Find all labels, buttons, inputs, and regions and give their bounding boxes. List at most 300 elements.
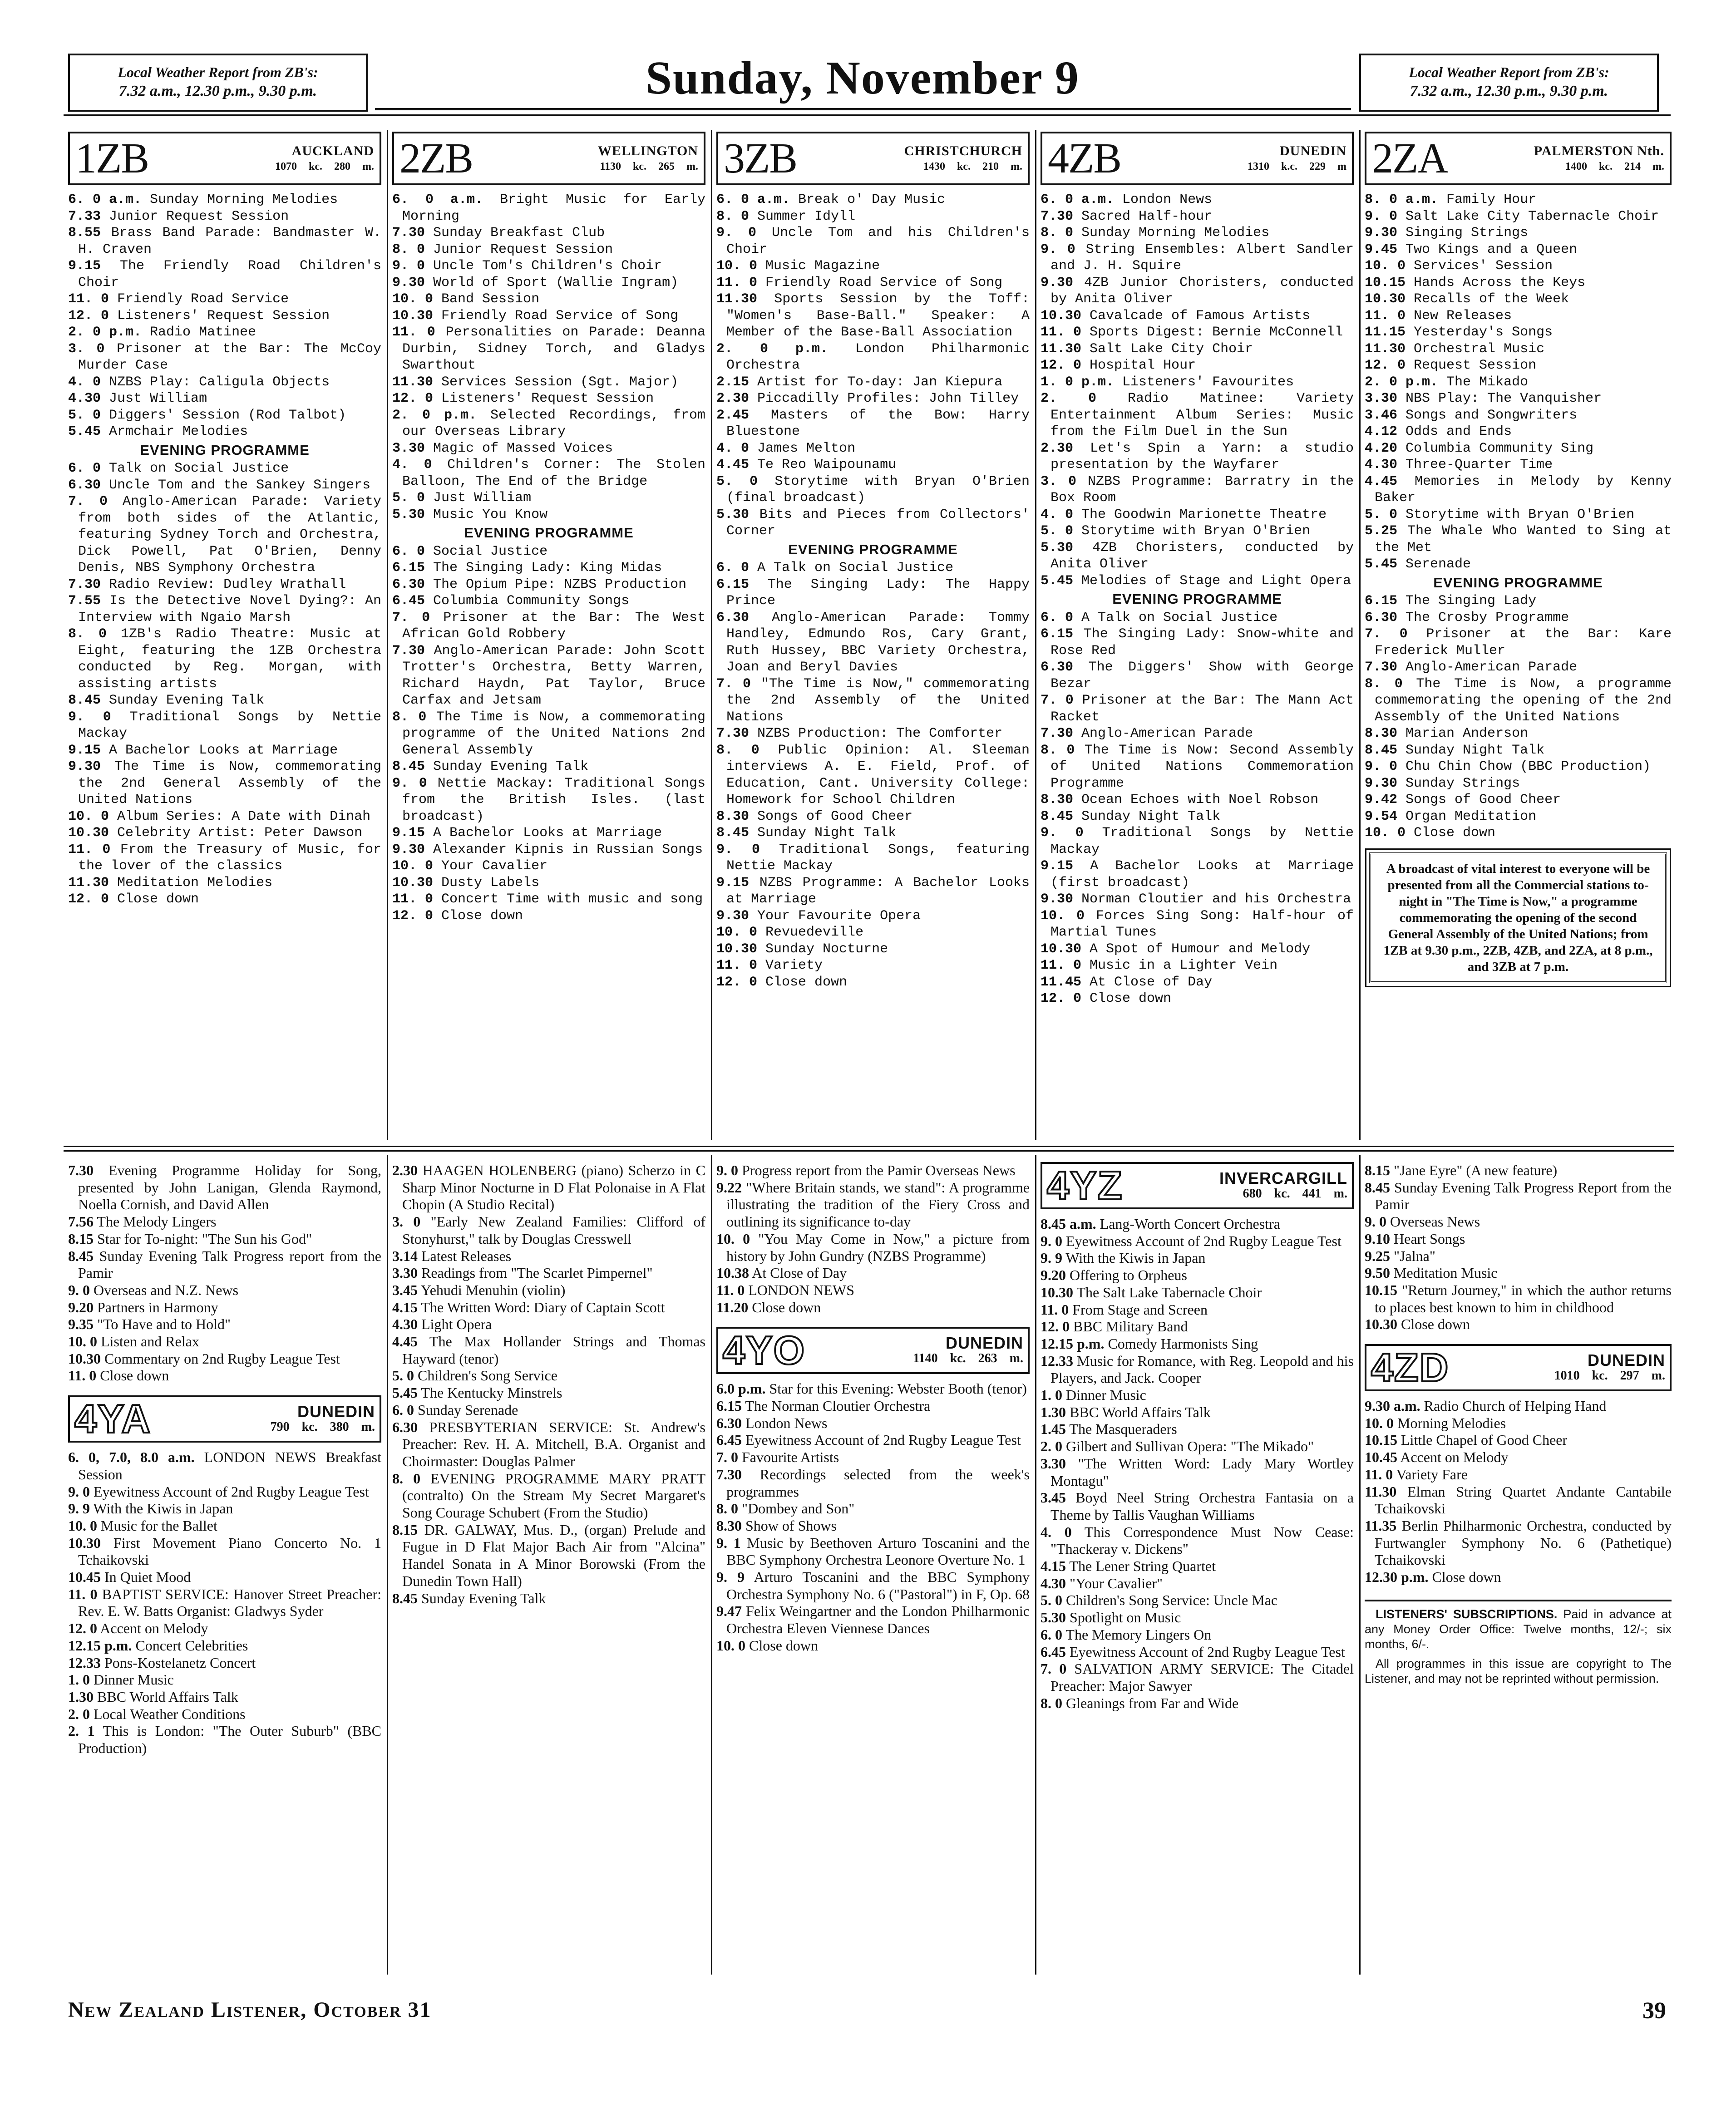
column-divider	[711, 130, 712, 1140]
programme-time: 11. 0	[1365, 308, 1406, 324]
station-freq-2za: 1400 kc. 214 m.	[1565, 161, 1664, 172]
programme-entry	[392, 457, 705, 490]
programme-time: 8. 0	[1041, 742, 1075, 758]
programme-title: 1ZB's Radio Theatre: Music at Eight, featuring the 1ZB Orchestra conducted by Reg. Morgan, with assisting artists	[78, 626, 381, 692]
programme-title: Sunday Morning Melodies	[150, 192, 338, 207]
programme-time: 11. 0	[1041, 325, 1082, 340]
programme-entry	[1041, 324, 1354, 341]
programme-title: A Bachelor Looks at Marriage (first broadcast)	[1050, 858, 1354, 891]
programme-entry	[392, 374, 705, 391]
programme-time: 8.55	[68, 225, 101, 241]
column-1zb	[68, 132, 381, 1139]
programme-entry	[68, 1299, 381, 1316]
programme-title: Sunday Nocturne	[765, 941, 888, 957]
programme-title: Bits and Pieces from Collectors' Corner	[726, 507, 1030, 539]
programme-time: 11. 0	[1041, 958, 1082, 973]
programme-time: 3. 0	[392, 1213, 421, 1230]
programme-entry	[716, 341, 1030, 374]
programme-time: 4.30	[1041, 1575, 1066, 1591]
programme-time: 8.45	[68, 693, 101, 708]
programme-time: 9.47	[716, 1603, 742, 1620]
programme-list-4yz-late	[1365, 1162, 1672, 1333]
programme-entry	[392, 324, 705, 374]
programme-title: Children's Song Service	[418, 1367, 557, 1384]
programme-title: Boyd Neel String Orchestra Fantasia on a Theme by Tallis Vaughan Williams	[1050, 1489, 1354, 1523]
programme-entry	[1365, 792, 1672, 808]
programme-time: 3.30	[1365, 391, 1398, 406]
programme-time: 8. 0 a.m.	[1365, 192, 1439, 207]
programme-entry	[1041, 1216, 1354, 1233]
programme-title: Your Cavalier	[441, 858, 548, 874]
station-freq-4zb: 1310 k.c. 229 m	[1248, 161, 1346, 172]
programme-time: 9.30	[1365, 775, 1398, 791]
programme-title: Music for the Ballet	[101, 1517, 217, 1534]
programme-list-4ya-evening	[68, 1162, 381, 1384]
programme-title: Friendly Road Service of Song	[441, 308, 679, 324]
programme-entry	[1041, 573, 1354, 590]
programme-time: 12. 0	[392, 391, 434, 406]
station-call-4yo: 4YO	[723, 1328, 806, 1373]
programme-time: 6.45	[392, 593, 425, 609]
programme-time: 6. 0 a.m.	[68, 192, 142, 207]
programme-time: 6.30	[1041, 660, 1074, 675]
programme-entry	[1041, 1404, 1354, 1421]
programme-time: 12. 0	[1041, 358, 1082, 373]
programme-title: Magic of Massed Voices	[433, 440, 613, 456]
programme-time: 5.30	[1041, 1609, 1066, 1626]
programme-time: 10.30	[392, 308, 434, 324]
programme-time: 6.15	[392, 560, 425, 576]
programme-title: World of Sport (Wallie Ingram)	[433, 275, 679, 291]
programme-entry	[68, 460, 381, 477]
programme-entry	[392, 241, 705, 258]
programme-time: 8.15	[68, 1230, 94, 1247]
station-header-4zd	[1365, 1344, 1672, 1391]
programme-title: Songs of Good Cheer	[1406, 792, 1561, 808]
programme-entry	[1365, 1265, 1672, 1282]
programme-entry	[1041, 341, 1354, 358]
programme-entry	[1365, 659, 1672, 676]
programme-title: EVENING PROGRAMME MARY PRATT (contralto) On the Stream My Secret Margaret's Song Courage Schubert (From the Studio)	[402, 1470, 706, 1521]
programme-time: 11.15	[1365, 325, 1406, 340]
programme-title: The Masqueraders	[1069, 1421, 1177, 1438]
programme-title: A Bachelor Looks at Marriage	[433, 825, 662, 841]
programme-title: Close down	[1401, 1316, 1470, 1333]
programme-title: Traditional Songs, featuring Nettie Mackay	[726, 842, 1030, 874]
programme-title: Heart Songs	[1394, 1230, 1465, 1247]
programme-entry	[716, 440, 1030, 457]
programme-time: 9.22	[716, 1179, 742, 1196]
programme-entry	[1041, 1353, 1354, 1387]
programme-title: Sunday Serenade	[418, 1401, 518, 1418]
programme-title: Commentary on 2nd Rugby League Test	[104, 1350, 340, 1367]
programme-title: Personalities on Parade: Deanna Durbin, Sidney Torch, and Gladys Swarthout	[402, 325, 705, 373]
programme-time: 10. 0	[1365, 258, 1406, 274]
programme-time: 2. 1	[68, 1723, 95, 1739]
programme-list-2zb	[392, 192, 705, 924]
programme-title: 4ZB Junior Choristers, conducted by Anita Oliver	[1050, 275, 1354, 307]
programme-title: From the Treasury of Music, for the lover of the classics	[78, 842, 382, 874]
programme-entry	[68, 1282, 381, 1299]
programme-time: 9.15	[68, 742, 101, 758]
programme-entry	[716, 407, 1030, 440]
programme-time: 9. 0	[1365, 759, 1398, 774]
programme-entry	[1041, 1438, 1354, 1455]
programme-title: Show of Shows	[745, 1517, 837, 1534]
programme-title: "To Have and to Hold"	[97, 1316, 231, 1333]
programme-title: Sports Session by the Toff: "Women's Base-Ball." Speaker: A Member of the Base-Ball Association	[726, 291, 1030, 340]
programme-time: 9.30	[1041, 892, 1074, 907]
programme-time: 9.15	[392, 825, 425, 841]
programme-title: Anglo-American Parade: Variety from both sides of the Atlantic, featuring Sydney Torch and Orchestra, Dick Powell, Pat O'Brien, Denny Denis, NBS Symphony Orchestra	[78, 494, 381, 576]
subscriptions-heading: LISTENERS' SUBSCRIPTIONS.	[1376, 1607, 1558, 1621]
programme-entry	[68, 593, 381, 626]
programme-time: 11. 0	[716, 1281, 745, 1298]
programme-time: 1.30	[68, 1688, 94, 1705]
programme-title: Concert Celebrities	[135, 1637, 248, 1654]
programme-title: Close down	[765, 974, 848, 990]
programme-time: 4.45	[716, 457, 750, 473]
programme-entry	[392, 1419, 705, 1470]
programme-entry	[392, 1299, 705, 1316]
programme-entry	[716, 1432, 1030, 1449]
programme-entry	[1041, 858, 1354, 891]
programme-title: A Talk on Social Justice	[757, 560, 954, 576]
programme-entry	[716, 1282, 1030, 1299]
programme-entry	[68, 341, 381, 374]
programme-title: Sunday Evening Talk	[421, 1590, 546, 1606]
programme-title: Listen and Relax	[101, 1333, 199, 1350]
programme-entry	[1365, 626, 1672, 659]
programme-title: Sunday Night Talk	[1081, 808, 1221, 824]
programme-time: 10. 0	[1365, 1414, 1394, 1431]
programme-time: 8. 0	[1365, 676, 1403, 692]
programme-entry	[1041, 974, 1354, 991]
programme-entry	[1365, 593, 1672, 610]
programme-time: 7.30	[68, 576, 101, 592]
programme-time: 5. 0	[68, 407, 101, 423]
programme-time: 7. 0	[716, 1449, 738, 1466]
programme-title: Salt Lake City Tabernacle Choir	[1406, 208, 1659, 224]
programme-time: 3.30	[392, 1265, 418, 1281]
programme-list-2za	[1365, 192, 1672, 842]
programme-title: Radio Matinee: Variety Entertainment Album Series: Music from the Film Duel in the Sun	[1050, 391, 1354, 439]
programme-title: Pons-Kostelanetz Concert	[104, 1654, 256, 1671]
programme-time: 10. 0	[716, 925, 758, 940]
publication-line: New Zealand Listener, October 31	[68, 1998, 432, 2022]
programme-title: The Norman Cloutier Orchestra	[745, 1398, 931, 1414]
programme-time: 8. 0	[716, 742, 760, 758]
programme-time: 10.30	[68, 1350, 101, 1367]
programme-title: Columbia Community Sing	[1406, 440, 1594, 456]
programme-list-1zb	[68, 192, 381, 908]
programme-time: 9.30	[392, 275, 425, 291]
programme-title: Sunday Breakfast Club	[433, 225, 605, 241]
column-4yo	[716, 1162, 1030, 1975]
programme-entry	[1365, 308, 1672, 325]
programme-time: 7. 0	[716, 676, 751, 692]
programme-time: 6. 0	[392, 543, 425, 559]
programme-entry	[716, 1162, 1030, 1179]
programme-entry	[1041, 523, 1354, 540]
programme-entry	[392, 308, 705, 325]
programme-title: LONDON NEWS Breakfast Session	[78, 1449, 382, 1483]
programme-time: 6. 0	[392, 1401, 414, 1418]
programme-time: 10.30	[1041, 1284, 1073, 1300]
programme-time: 10. 0	[716, 258, 758, 274]
programme-time: 9. 0	[1041, 1232, 1062, 1249]
programme-entry	[68, 324, 381, 341]
station-meta-4yz	[1131, 1170, 1347, 1201]
programme-title: Melodies of Stage and Light Opera	[1081, 573, 1351, 589]
programme-time: 3.30	[392, 440, 425, 456]
programme-time: 6. 0	[716, 560, 750, 576]
programme-time: 6.30	[1365, 610, 1398, 626]
column-3zb	[716, 132, 1030, 1139]
programme-time: 5.25	[1365, 523, 1398, 539]
programme-title: Storytime with Bryan O'Brien	[1406, 507, 1635, 522]
programme-time: 9.50	[1365, 1265, 1390, 1281]
programme-title: Storytime with Bryan O'Brien (final broadcast)	[726, 473, 1030, 506]
programme-entry	[68, 493, 381, 576]
programme-title: HAAGEN HOLENBERG (piano) Scherzo in C Sharp Minor Nocturne in D Flat Polonaise in A Flat Chopin (A Studio Recital)	[402, 1162, 706, 1213]
programme-entry	[716, 1380, 1030, 1398]
section-heading: EVENING PROGRAMME	[140, 442, 310, 458]
programme-time: 7.56	[68, 1213, 94, 1230]
programme-entry	[716, 1179, 1030, 1231]
programme-time: 7.30	[1041, 726, 1074, 741]
programme-time: 1.30	[1041, 1404, 1066, 1420]
programme-time: 4. 0	[716, 440, 750, 456]
programme-entry	[1365, 1432, 1672, 1449]
programme-time: 12.33	[1041, 1352, 1073, 1369]
programme-time: 9. 0	[716, 225, 756, 241]
programme-title: The Singing Lady: Snow-white and Rose Red	[1050, 626, 1354, 659]
programme-entry	[68, 1500, 381, 1517]
station-header-4zb	[1041, 132, 1354, 185]
programme-entry	[392, 891, 705, 908]
programme-time: 3.30	[1041, 1455, 1066, 1472]
programme-time: 4.15	[392, 1299, 418, 1315]
weather-right-line2: 7.32 a.m., 12.30 p.m., 9.30 p.m.	[1410, 83, 1608, 99]
programme-time: 11. 0	[1365, 1466, 1393, 1483]
programme-entry	[68, 407, 381, 424]
programme-entry	[1041, 610, 1354, 626]
programme-title: Just William	[109, 391, 207, 406]
programme-time: 9. 0	[68, 1483, 90, 1500]
programme-title: Prisoner at the Bar: The McCoy Murder Case	[78, 341, 381, 373]
programme-title: String Ensembles: Albert Sandler and J. H. Squire	[1050, 241, 1354, 274]
programme-time: 5.45	[1041, 573, 1074, 589]
programme-time: 4.20	[1365, 440, 1398, 456]
station-call-2zb: 2ZB	[399, 135, 473, 182]
programme-time: 10.30	[68, 1534, 101, 1551]
programme-list-4yo	[716, 1380, 1030, 1654]
programme-title: Anglo-American Parade	[1406, 660, 1578, 675]
programme-title: Summer Idyll	[757, 208, 856, 224]
programme-time: 2. 0	[1041, 391, 1096, 406]
programme-list-4zb	[1041, 192, 1354, 1007]
programme-title: Prisoner at the Bar: The Mann Act Racket	[1050, 693, 1354, 725]
programme-entry	[1365, 374, 1672, 391]
programme-title: Close down	[1090, 991, 1172, 1006]
station-header-4ya	[68, 1395, 381, 1443]
programme-entry	[68, 1706, 381, 1723]
programme-time: 7.30	[1041, 208, 1074, 224]
programme-title: Prisoner at the Bar: The West African Gold Robbery	[402, 610, 705, 642]
programme-time: 9.15	[716, 875, 750, 891]
programme-entry	[716, 1415, 1030, 1432]
programme-entry	[1041, 1695, 1354, 1712]
programme-title: Listeners' Favourites	[1122, 374, 1294, 390]
programme-time: 7.30	[68, 1162, 94, 1178]
programme-time: 6.30	[392, 576, 425, 592]
station-header-3zb	[716, 132, 1030, 185]
programme-title: Artist for To-day: Jan Kiepura	[757, 374, 1003, 390]
programme-entry	[1365, 473, 1672, 507]
programme-entry	[68, 692, 381, 709]
programme-title: Music Magazine	[765, 258, 880, 274]
programme-title: The Singing Lady: The Happy Prince	[726, 576, 1030, 609]
programme-time: 10.30	[716, 941, 758, 957]
programme-time: 7.30	[392, 225, 425, 241]
programme-entry	[1365, 825, 1672, 842]
programme-title: NZBS Programme: Barratry in the Box Room	[1050, 473, 1354, 506]
programme-time: 4. 0	[392, 457, 432, 473]
station-meta-4yo	[814, 1335, 1023, 1366]
programme-entry	[68, 1535, 381, 1569]
programme-entry	[68, 1162, 381, 1213]
programme-title: Gleanings from Far and Wide	[1066, 1694, 1239, 1711]
programme-entry	[716, 1231, 1030, 1265]
programme-title: Sunday Evening Talk Progress Report from the Pamir	[1375, 1179, 1672, 1213]
programme-time: 11.30	[716, 291, 758, 307]
programme-entry	[1041, 1250, 1354, 1267]
programme-time: 9. 0	[1041, 825, 1084, 841]
programme-time: 6. 0 a.m.	[1041, 192, 1115, 207]
programme-entry	[1041, 1267, 1354, 1284]
programme-title: Friendly Road Service	[117, 291, 289, 307]
programme-entry	[1365, 258, 1672, 275]
programme-title: Lang-Worth Concert Orchestra	[1100, 1216, 1280, 1232]
station-freq-4yz: 680 kc. 441 m.	[1243, 1187, 1347, 1201]
programme-title: Chu Chin Chow (BBC Production)	[1406, 759, 1651, 774]
programme-time: 4. 0	[1041, 1523, 1072, 1540]
programme-time: 10. 0	[68, 1333, 97, 1350]
programme-list-3zb	[716, 192, 1030, 990]
programme-time: 6.0 p.m.	[716, 1380, 766, 1397]
programme-title: Revuedeville	[765, 925, 864, 940]
programme-entry	[1041, 357, 1354, 374]
weather-box-left	[68, 54, 368, 112]
programme-title: This Correspondence Must Now Cease: "Thackeray v. Dickens"	[1050, 1523, 1354, 1557]
programme-entry	[392, 576, 705, 593]
programme-time: 7.30	[392, 643, 425, 659]
programme-title: The Salt Lake Tabernacle Choir	[1076, 1284, 1262, 1300]
station-header-2zb	[392, 132, 705, 185]
programme-title: Partners in Harmony	[97, 1299, 218, 1315]
station-header-4yz	[1041, 1162, 1354, 1209]
programme-time: 10. 0	[68, 1517, 97, 1534]
programme-entry	[392, 759, 705, 775]
programme-title: BBC World Affairs Talk	[97, 1688, 238, 1705]
programme-time: 11. 0	[68, 291, 109, 307]
programme-entry	[68, 891, 381, 908]
programme-time: 9.30	[1041, 275, 1074, 291]
weather-left-line1: Local Weather Report from ZB's:	[118, 64, 318, 80]
programme-entry	[392, 1248, 705, 1265]
programme-entry	[716, 225, 1030, 258]
programme-entry	[1041, 808, 1354, 825]
programme-title: Songs and Songwriters	[1406, 407, 1578, 423]
programme-entry	[392, 1333, 705, 1367]
programme-entry	[392, 390, 705, 407]
station-call-4zb: 4ZB	[1048, 135, 1121, 182]
programme-time: 6.30	[716, 1414, 742, 1431]
programme-title: Public Opinion: Al. Sleeman interviews A. E. Field, Prof. of Education, Cant. University College: Homework for School Children	[726, 742, 1030, 808]
programme-title: BBC Military Band	[1073, 1318, 1188, 1335]
programme-title: Serenade	[1406, 557, 1471, 572]
programme-entry	[68, 477, 381, 494]
programme-title: Star for To-night: "The Sun his God"	[97, 1230, 312, 1247]
programme-title: BAPTIST SERVICE: Hanover Street Preacher: Rev. E. W. Batts Organist: Gladwys Syder	[78, 1586, 382, 1620]
programme-time: 11.30	[1365, 341, 1406, 357]
programme-entry	[392, 908, 705, 925]
station-city-2za: PALMERSTON Nth.	[1534, 143, 1664, 158]
programme-entry	[392, 858, 705, 875]
programme-entry	[1041, 192, 1354, 208]
programme-time: 8.45	[1041, 808, 1074, 824]
programme-time: 9.45	[1365, 241, 1398, 257]
programme-entry	[716, 1535, 1030, 1569]
column-divider	[711, 1155, 712, 1975]
programme-title: Dinner Music	[1066, 1387, 1146, 1404]
programme-title: PRESBYTERIAN SERVICE: St. Andrew's Preacher: Rev. H. A. Mitchell, B.A. Organist and Choirmaster: Douglas Palmer	[402, 1419, 706, 1469]
programme-time: 10. 0	[1365, 825, 1406, 841]
programme-entry	[392, 643, 705, 709]
programme-title: Sunday Night Talk	[1406, 742, 1545, 758]
programme-list-4yz	[1041, 1216, 1354, 1712]
programme-entry	[1365, 1517, 1672, 1569]
programme-entry	[1041, 626, 1354, 659]
programme-title: Readings from "The Scarlet Pimpernel"	[421, 1265, 653, 1281]
programme-time: 3.45	[1041, 1489, 1066, 1506]
programme-entry	[392, 490, 705, 507]
programme-title: Columbia Community Songs	[433, 593, 630, 609]
station-call-1zb: 1ZB	[75, 135, 149, 182]
programme-entry	[716, 610, 1030, 676]
programme-title: Anglo-American Parade: John Scott Trotter's Orchestra, Betty Warren, Richard Haydn, Pat Taylor, Bruce Carfax and Jetsam	[402, 643, 705, 708]
programme-entry	[1365, 808, 1672, 825]
programme-title: London Philharmonic Orchestra	[726, 341, 1030, 373]
programme-entry	[68, 842, 381, 875]
copyright-notice: All programmes in this issue are copyright to The Listener, and may not be reprinted without permission.	[1365, 1656, 1672, 1685]
programme-time: 3. 0	[1041, 473, 1076, 489]
programme-time: 5. 0	[1365, 507, 1398, 522]
programme-time: 5. 0	[392, 1367, 414, 1384]
programme-time: 4.30	[68, 391, 101, 406]
programme-entry	[1041, 225, 1354, 241]
programme-entry	[1365, 407, 1672, 424]
section-heading: EVENING PROGRAMME	[788, 541, 958, 557]
programme-entry	[68, 825, 381, 842]
programme-entry	[1365, 1569, 1672, 1586]
programme-title: Sunday Night Talk	[757, 825, 897, 841]
programme-title: Progress report from the Pamir Overseas News	[742, 1162, 1016, 1178]
station-meta-2zb	[481, 143, 698, 174]
programme-time: 10. 0	[716, 1637, 745, 1654]
programme-entry	[716, 473, 1030, 507]
